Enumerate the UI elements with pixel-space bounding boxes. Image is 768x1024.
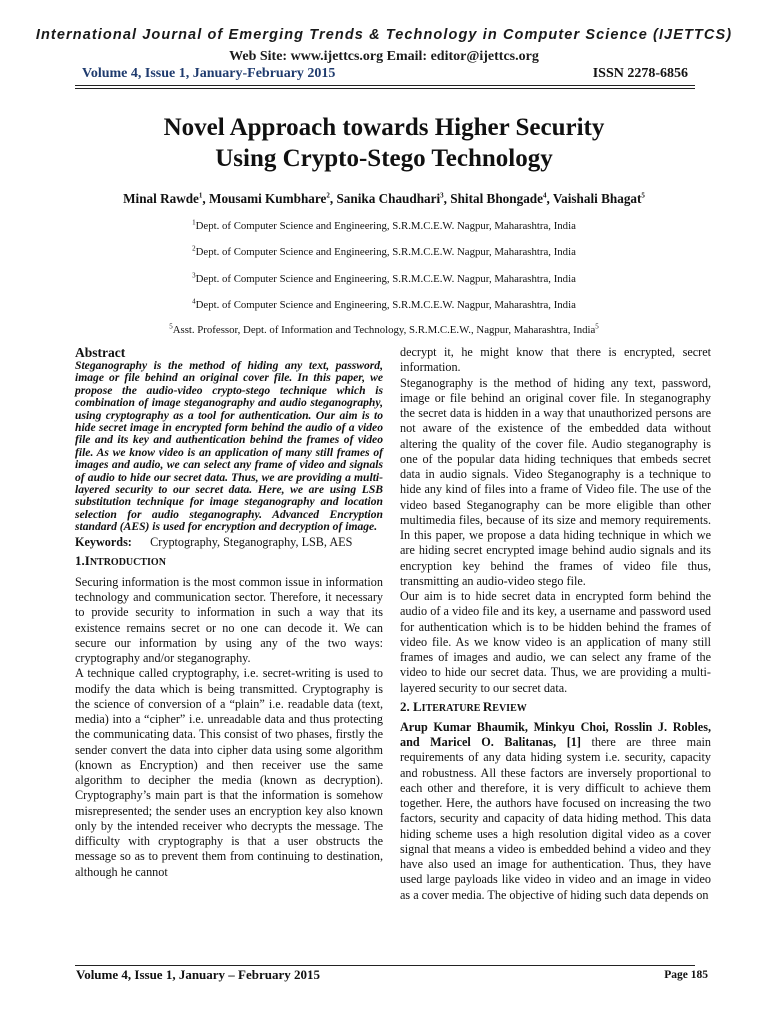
keywords-text: Cryptography, Steganography, LSB, AES — [150, 534, 353, 549]
header-rule — [75, 85, 695, 86]
abstract-text: Steganography is the method of hiding any text, password, image or file behind an original cover file. In this paper, we propose the audio-video crypto-stego technique which is combination of image steganography and audio steganography, using cryptography as a tool for authentication. Our aim is to hide secret image in encrypted form behind the audio of a video file and its key and authentication behind the frames of video file. As we know video is an application of many still frames of images and audio, we can select any frame of video and signals of audio to hide our secret data. Thus, we are providing a multi-layered security to our secret data. Here, we are using LSB substitution technique for image steganography and location selection for audio steganography. Advanced Encryption standard (AES) is used for encryption and decryption of image. — [75, 359, 383, 534]
literature-heading: 2. LITERATURE REVIEW — [400, 698, 527, 714]
intro-paragraph-3: decrypt it, he might know that there is encrypted, secret information. — [400, 345, 711, 375]
author-sup: 5 — [641, 191, 645, 200]
journal-website: Web Site: www.ijettcs.org Email: editor@ijettcs.org — [229, 49, 539, 64]
author-sup: 2 — [326, 191, 330, 200]
abstract-heading: Abstract — [75, 345, 126, 360]
author-sup: 1 — [198, 191, 203, 200]
header-volume: Volume 4, Issue 1, January-February 2015 — [82, 66, 336, 81]
journal-name: International Journal of Emerging Trends & Technology in Computer Science (IJETTCS) — [35, 27, 733, 43]
author-sup: 3 — [440, 191, 444, 200]
author-name: Vaishali Bhagat — [552, 191, 642, 206]
introduction-heading: 1.INTRODUCTION — [75, 552, 166, 568]
affiliation-1: $^1$Dept. of Computer Science and Engineering, S.R.M.C.E.W. Nagpur, Maharashtra, India — [192, 218, 576, 232]
affiliation-4: $^4$Dept. of Computer Science and Engineering, S.R.M.C.E.W. Nagpur, Maharashtra, India — [192, 297, 576, 311]
reference-authors: Arup Kumar Bhaumik, Minkyu Choi, Rosslin J. Robles, and Maricel O. Balitanas, [1] — [400, 719, 711, 749]
literature-paragraph — [400, 720, 711, 903]
intro-paragraph-2: A technique called cryptography, i.e. secret-writing is used to modify the data which is being transmitted. Cryptography is the science of conversion of a “plain” i.e. readable data (text, media) into a “cipher” i.e. unreadable data and thus protecting the communicating data. This consist of two phases, firstly the sender convert the data into cipher data using some algorithm (known as Encryption) and then receiver use the same algorithm to decipher the media (known as decryption). Cryptography’s main part is that the information is somehow misrepresented; the sender uses an encryption key also known only by the intended receiver who decrypts the message. The difficulty with cryptography is that a user obstructs the message so as to prevent them from continuing to destination, although he cannot — [75, 666, 383, 879]
footer-rule — [75, 965, 695, 966]
author-name: Minal Rawde — [123, 191, 199, 206]
header-issn: ISSN 2278-6856 — [592, 66, 688, 81]
author-sup: 4 — [542, 191, 547, 200]
author-name: Mousami Kumbhare — [209, 191, 327, 206]
author-name: Sanika Chaudhari — [336, 191, 441, 206]
title-line-1: Novel Approach towards Higher Security — [163, 114, 605, 141]
intro-paragraph-1: Securing information is the most common issue in information technology and communication sector. Therefore, it necessary to provide security to information in such a way that its existence remains secret or no one can decode it. We can secure our information by using any of the two ways: cryptography and/or steganography. — [75, 574, 383, 666]
left-column — [75, 345, 383, 880]
keywords — [75, 535, 383, 550]
footer-volume: Volume 4, Issue 1, January – February 2015 — [76, 967, 321, 982]
author-name: Shital Bhongade — [450, 191, 543, 206]
right-column — [400, 345, 711, 903]
affiliation-2: $^2$Dept. of Computer Science and Engineering, S.R.M.C.E.W. Nagpur, Maharashtra, India — [192, 244, 576, 258]
affiliation-3: $^3$Dept. of Computer Science and Engineering, S.R.M.C.E.W. Nagpur, Maharashtra, India — [192, 271, 576, 285]
intro-paragraph-4: Steganography is the method of hiding any text, password, image or file behind an original cover file. In steganography the secret data is hidden in a way that unauthorized persons are not aware of the existence of the embedded data without altering the quality of the cover file. Audio steganography is one of the popular data hiding techniques that embeds secret data in audio signals. Video Steganography is a technique to hide any kind of files into a frame of Video file. The use of the video based Steganography can be more eligible than other multimedia files, because of its size and memory requirements. In this paper, we propose a data hiding technique in which we are hiding secret encrypted image behind audio signals and its encryption key behind the frames of video file thus, transmitting an audio-video stego file. — [400, 375, 711, 588]
paper-title — [0, 112, 768, 174]
title-line-2: Using Crypto-Stego Technology — [215, 145, 553, 172]
literature-text: there are three main requirements of any data hiding system i.e. security, capacity and robustness. All these factors are inversely proportional to each other and therefore, it is very difficult to achieve them together. Here, the authors have focused on increasing the two factors, security and capacity of data hiding method. This data hiding scheme uses a high resolution digital video as a cover signal that means a video is embedded behind a video and they have also used an image for authentication. Thus, they have used large payloads like video in video and an image in video as a cover media. The objective of hiding such data depends on — [400, 735, 711, 902]
header-rule-second — [75, 88, 695, 89]
affiliation-5: $^5$Asst. Professor, Dept. of Information and Technology, S.R.M.C.E.W., Nagpur, Maharashtra, India$^5$ — [169, 322, 599, 336]
intro-paragraph-5: Our aim is to hide secret data in encrypted form behind the audio of a video file and its key, a username and password used for authentication which is to be hidden behind the frames of video file. As we know video is an application of many still frames of images and audio, we can select any frame of the video to hide our secret data. Thus, we are providing a multi-layered security to our secret data. — [400, 589, 711, 695]
keywords-label: Keywords: — [75, 534, 132, 549]
author-list: Minal Rawde$^1$, Mousami Kumbhare$^2$, Sanika Chaudhari$^3$, Shital Bhongade$^4$, Vaishali Bhagat$^5$ — [123, 191, 645, 206]
page-number: Page 185 — [664, 969, 708, 981]
